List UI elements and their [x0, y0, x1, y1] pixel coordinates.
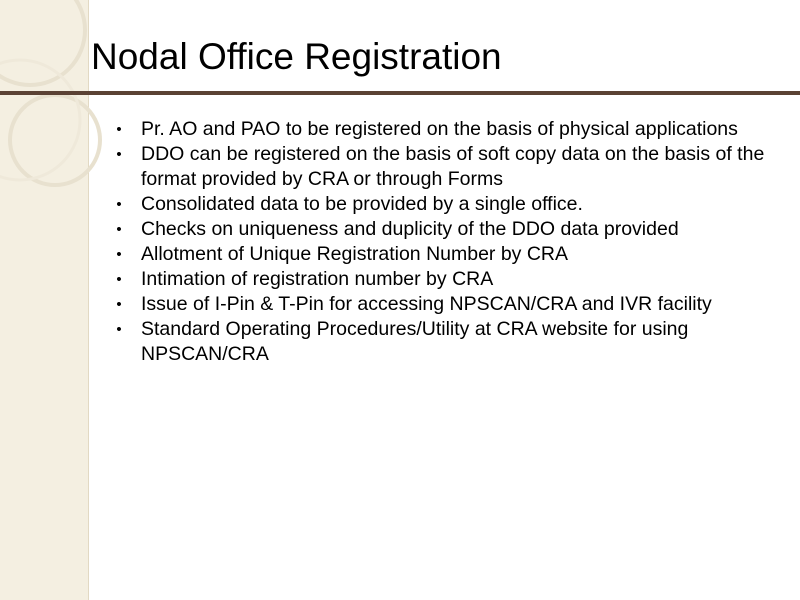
bullet-text: Standard Operating Procedures/Utility at CRA website for using NPSCAN/CRA — [141, 318, 689, 365]
bullet-dot-icon: • — [116, 296, 122, 313]
bullet-text: Consolidated data to be provided by a single office. — [141, 193, 583, 215]
bullet-text: Pr. AO and PAO to be registered on the basis of physical applications — [141, 118, 738, 140]
bullet-item — [112, 192, 782, 217]
bullet-text: Checks on uniqueness and duplicity of the DDO data provided — [141, 218, 679, 240]
bullet-item — [112, 217, 782, 242]
bullet-text: Intimation of registration number by CRA — [141, 268, 494, 290]
slide-title: Nodal Office Registration — [91, 36, 502, 77]
bullet-item — [112, 242, 782, 267]
bullet-item — [112, 117, 782, 142]
bullet-text: Allotment of Unique Registration Number by CRA — [141, 243, 569, 265]
bullet-item — [112, 142, 782, 192]
bullet-dot-icon: • — [116, 121, 122, 138]
bullet-item — [112, 292, 782, 317]
title-underline — [0, 91, 800, 95]
bullet-item — [112, 317, 782, 367]
bullet-list — [112, 117, 782, 367]
bullet-dot-icon: • — [116, 146, 122, 163]
bullet-text: Issue of I-Pin & T-Pin for accessing NPSCAN/CRA and IVR facility — [141, 293, 712, 315]
bullet-dot-icon: • — [116, 196, 122, 213]
bullet-dot-icon: • — [116, 271, 122, 288]
bullet-text: DDO can be registered on the basis of soft copy data on the basis of the format provided by CRA or through Forms — [141, 143, 765, 190]
bullet-dot-icon: • — [116, 321, 122, 338]
bullet-dot-icon: • — [116, 246, 122, 263]
bullet-dot-icon: • — [116, 221, 122, 238]
bullet-item — [112, 267, 782, 292]
